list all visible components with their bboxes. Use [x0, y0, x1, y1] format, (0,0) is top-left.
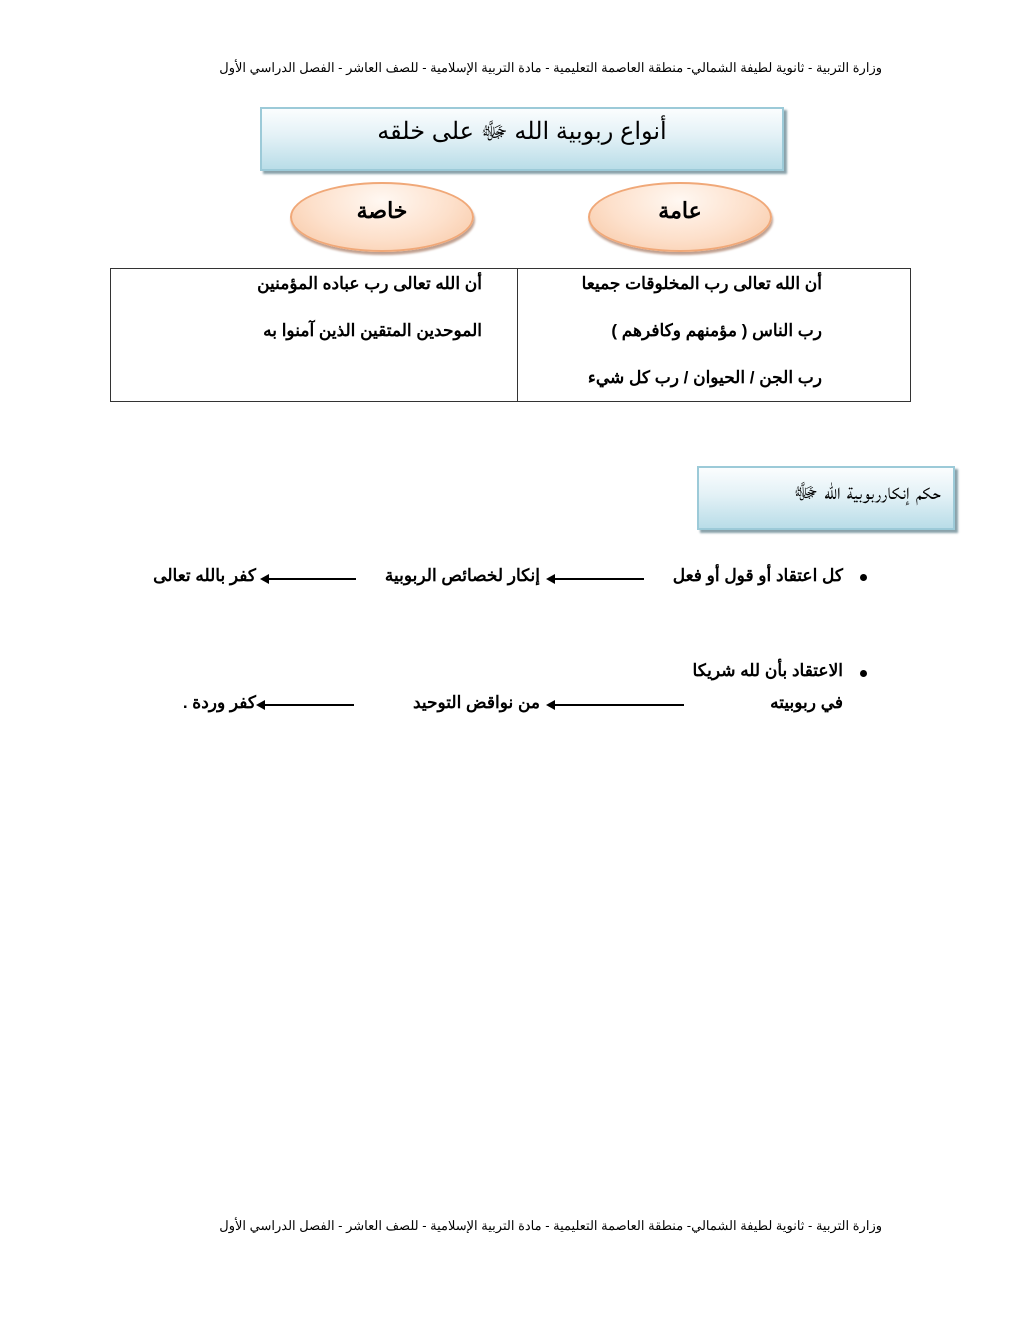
ruling-title: حكم إنكارربوبية الله ﷻ [793, 479, 941, 504]
types-table [110, 268, 911, 402]
table-row [111, 269, 911, 402]
page-footer: وزارة التربية - ثانوية لطيفة الشمالي- منطقة العاصمة التعليمية - مادة التربية الإسلامية - للصف العاشر - الفصل الدراسي الأول [219, 1218, 882, 1233]
general-type-label: عامة [658, 198, 702, 223]
types-title-box [260, 107, 784, 171]
bullet-icon [860, 574, 867, 581]
bullet1-cause: كل اعتقاد أو قول أو فعل [672, 566, 843, 585]
special-line: أن الله تعالى رب عباده المؤمنين [257, 274, 482, 293]
bullet1-middle: إنكار لخصائص الربوبية [384, 566, 540, 585]
special-type-ellipse [290, 182, 474, 252]
page-header: وزارة التربية - ثانوية لطيفة الشمالي- منطقة العاصمة التعليمية - مادة التربية الإسلامية - للصف العاشر - الفصل الدراسي الأول [219, 60, 882, 75]
special-type-label: خاصة [356, 198, 408, 223]
general-line: أن الله تعالى رب المخلوقات جميعا [581, 274, 822, 293]
types-title: أنواع ربوبية الله ﷻ على خلقه [377, 118, 667, 145]
general-line: رب الجن / الحيوان / رب كل شيء [587, 368, 822, 387]
general-type-ellipse [588, 182, 772, 252]
bullet2-cause-line1: الاعتقاد بأن لله شريكا [692, 661, 843, 680]
general-type-cell [518, 269, 911, 402]
bullet2-cause-line2: في ربوبيته [770, 693, 843, 712]
arrow-left-icon [258, 704, 354, 706]
arrow-left-icon [548, 704, 684, 706]
special-line: الموحدين المتقين الذين آمنوا به [263, 321, 482, 340]
bullet2-result: كفر وردة . [182, 693, 256, 712]
bullet2-middle: من نواقض التوحيد [412, 693, 540, 712]
bullet-icon [860, 670, 867, 677]
special-type-cell [111, 269, 518, 402]
bullet1-result: كفر بالله تعالى [153, 566, 256, 585]
ruling-title-box [697, 466, 955, 530]
arrow-left-icon [548, 578, 644, 580]
arrow-left-icon [262, 578, 356, 580]
general-line: رب الناس ( مؤمنهم وكافرهم ) [611, 321, 822, 340]
